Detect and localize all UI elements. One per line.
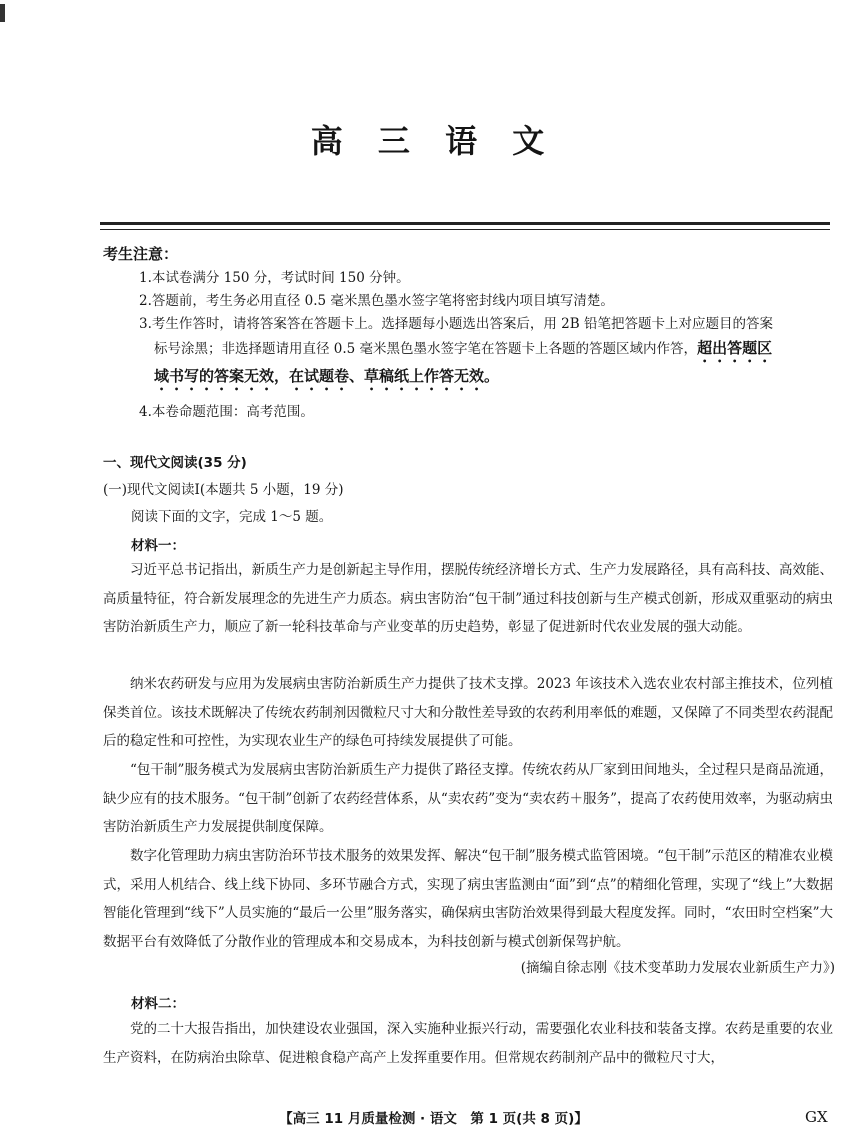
material-2-label: 材料二：: [131, 996, 185, 1012]
notice-heading: 考生注意：: [103, 245, 179, 263]
notice-item-2: 2.答题前，考生务必用直径 0.5 毫米黑色墨水签字笔将密封线内项目填写清楚。: [139, 293, 614, 309]
page-title: 高 三 语 文: [310, 122, 557, 160]
notice-item-3-line-1: 3.考生作答时，请将答案答在答题卡上。选择题每小题选出答案后，用 2B 铅笔把答题卡上对应题目的答案: [139, 316, 773, 332]
material-1-source: (摘编自徐志刚《技术变革助力发展农业新质生产力》): [520, 960, 835, 976]
notice-item-4: 4.本卷命题范围：高考范围。: [139, 404, 314, 420]
material-1-label: 材料一：: [131, 538, 185, 554]
section-heading: 一、现代文阅读(35 分): [103, 455, 247, 471]
material-1-paragraph-4: 数字化管理助力病虫害防治环节技术服务的效果发挥、解决“包干制”服务模式监管困境。“包干制”示范区的精准农业模式，采用人机结合、线上线下协同、多环节融合方式，实现了病虫害监测由“面”到“点”的精细化管理，实现了“线上”大数据智能化管理到“线下”人员实施的“最后一公里”服务落实，确保病虫害防治效果得到最大程度发挥。同时，“农田时空档案”大数据平台有效降低了分散作业的管理成本和交易成本，为科技创新与模式创新保驾护航。: [103, 848, 833, 950]
scan-edge-mark: [0, 4, 5, 22]
notice-emphasis-a: 超出答题区: [697, 339, 773, 357]
reading-instruction: 阅读下面的文字，完成 1～5 题。: [131, 509, 333, 525]
title-divider-thick: [100, 222, 830, 225]
notice-item-3-line-2: [154, 338, 772, 366]
material-2-paragraph-1: 党的二十大报告指出，加快建设农业强国，深入实施种业振兴行动，需要强化农业科技和装备支撑。农药是重要的农业生产资料，在防病治虫除草、促进粮食稳产高产上发挥重要作用。但常规农药制剂产品中的微粒尺寸大，: [103, 1021, 833, 1066]
material-1-paragraph-1: 习近平总书记指出，新质生产力是创新起主导作用，摆脱传统经济增长方式、生产力发展路径，具有高科技、高效能、高质量特征，符合新发展理念的先进生产力质态。病虫害防治“包干制”通过科技创新与生产模式创新，形成双重驱动的病虫害防治新质生产力，顺应了新一轮科技革命与产业变革的历史趋势，彰显了促进新时代农业发展的强大动能。: [103, 562, 833, 635]
page-footer: 【高三 11 月质量检测 · 语文 第 1 页(共 8 页)】: [279, 1111, 588, 1127]
notice-item-3-line-2-text: 标号涂黑；非选择题请用直径 0.5 毫米黑色墨水签字笔在答题卡上各题的答题区域内作答，: [154, 341, 698, 357]
material-1-paragraph-3: “包干制”服务模式为发展病虫害防治新质生产力提供了路径支撑。传统农药从厂家到田间地头，全过程只是商品流通，缺少应有的技术服务。“包干制”创新了农药经营体系，从“卖农药”变为“卖农药＋服务”，提高了农药使用效率，为驱动病虫害防治新质生产力发展提供制度保障。: [103, 762, 833, 835]
notice-emphasis-b: 域书写的答案无效，在试题卷、草稿纸上作答无效。: [154, 367, 500, 385]
notice-item-1: 1.本试卷满分 150 分，考试时间 150 分钟。: [139, 270, 410, 286]
subsection-heading: (一)现代文阅读Ⅰ(本题共 5 小题，19 分): [103, 482, 344, 498]
title-divider-thin: [100, 229, 830, 230]
region-code: GX: [805, 1108, 828, 1126]
material-1-paragraph-2: 纳米农药研发与应用为发展病虫害防治新质生产力提供了技术支撑。2023 年该技术入选农业农村部主推技术，位列植保类首位。该技术既解决了传统农药制剂因微粒尺寸大和分散性差导致的农药利用率低的难题，又保障了不同类型农药混配后的稳定性和可控性，为实现农业生产的绿色可持续发展提供了可能。: [103, 676, 833, 749]
